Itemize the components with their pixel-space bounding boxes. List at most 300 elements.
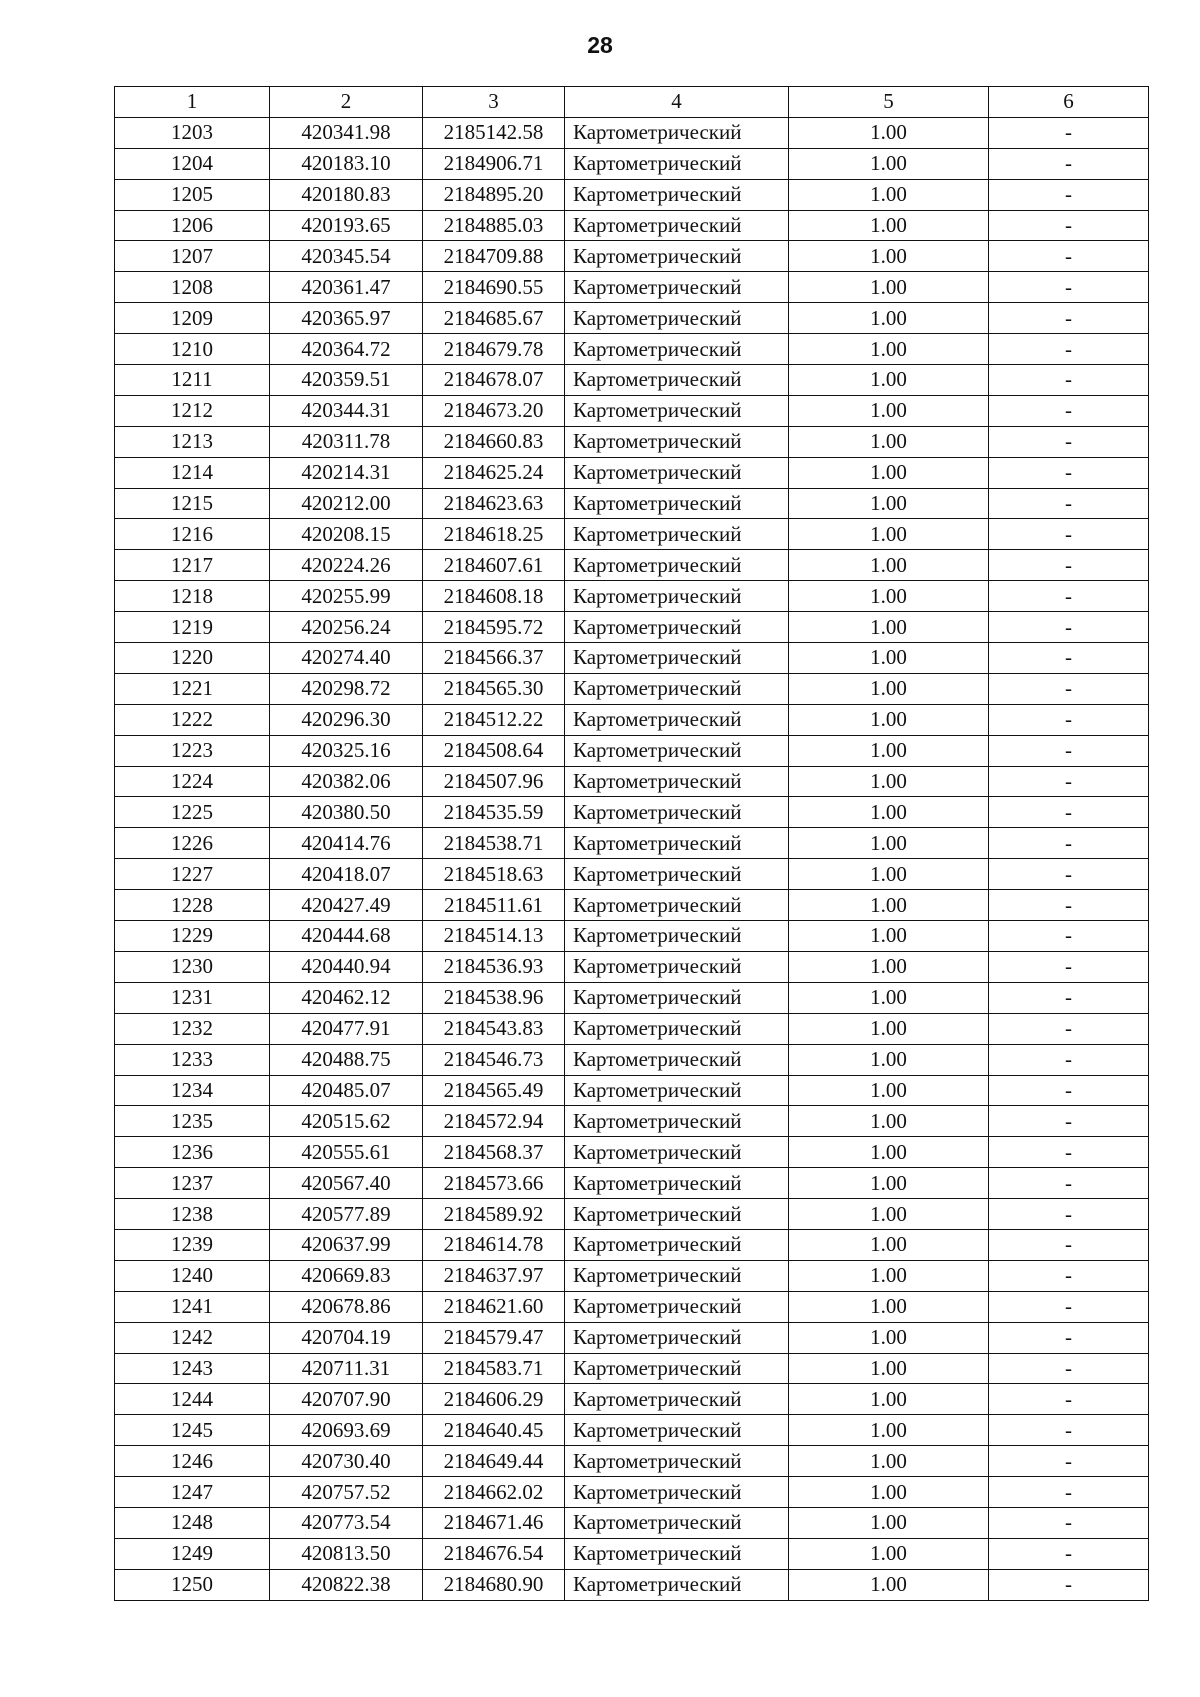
x-coordinate-cell: 420255.99: [270, 581, 423, 612]
table-row: [115, 581, 1149, 612]
x-coordinate-cell: 420485.07: [270, 1075, 423, 1106]
method-cell: Картометрический: [565, 1137, 789, 1168]
accuracy-cell: 1.00: [789, 426, 989, 457]
point-number-cell: 1234: [115, 1075, 270, 1106]
y-coordinate-cell: 2184895.20: [423, 179, 565, 210]
accuracy-cell: 1.00: [789, 704, 989, 735]
method-cell: Картометрический: [565, 828, 789, 859]
x-coordinate-cell: 420515.62: [270, 1106, 423, 1137]
accuracy-cell: 1.00: [789, 1229, 989, 1260]
x-coordinate-cell: 420462.12: [270, 982, 423, 1013]
accuracy-cell: 1.00: [789, 859, 989, 890]
note-cell: -: [989, 1384, 1149, 1415]
method-cell: Картометрический: [565, 673, 789, 704]
accuracy-cell: 1.00: [789, 550, 989, 581]
x-coordinate-cell: 420364.72: [270, 334, 423, 365]
table-row: [115, 951, 1149, 982]
x-coordinate-cell: 420567.40: [270, 1168, 423, 1199]
point-number-cell: 1221: [115, 673, 270, 704]
table-row: [115, 1137, 1149, 1168]
x-coordinate-cell: 420707.90: [270, 1384, 423, 1415]
method-cell: Картометрический: [565, 1260, 789, 1291]
method-cell: Картометрический: [565, 1075, 789, 1106]
y-coordinate-cell: 2184623.63: [423, 488, 565, 519]
y-coordinate-cell: 2184565.49: [423, 1075, 565, 1106]
y-coordinate-cell: 2184565.30: [423, 673, 565, 704]
y-coordinate-cell: 2184640.45: [423, 1415, 565, 1446]
y-coordinate-cell: 2184614.78: [423, 1229, 565, 1260]
x-coordinate-cell: 420183.10: [270, 148, 423, 179]
method-cell: Картометрический: [565, 303, 789, 334]
table-row: [115, 179, 1149, 210]
accuracy-cell: 1.00: [789, 1199, 989, 1230]
note-cell: -: [989, 1075, 1149, 1106]
table-row: [115, 1569, 1149, 1600]
method-cell: Картометрический: [565, 1353, 789, 1384]
x-coordinate-cell: 420212.00: [270, 488, 423, 519]
x-coordinate-cell: 420440.94: [270, 951, 423, 982]
accuracy-cell: 1.00: [789, 334, 989, 365]
note-cell: -: [989, 1322, 1149, 1353]
page-number: 28: [587, 32, 613, 58]
y-coordinate-cell: 2184680.90: [423, 1569, 565, 1600]
x-coordinate-cell: 420311.78: [270, 426, 423, 457]
table-row: [115, 673, 1149, 704]
note-cell: -: [989, 303, 1149, 334]
accuracy-cell: 1.00: [789, 673, 989, 704]
y-coordinate-cell: 2184511.61: [423, 890, 565, 921]
point-number-cell: 1248: [115, 1507, 270, 1538]
point-number-cell: 1230: [115, 951, 270, 982]
method-cell: Картометрический: [565, 890, 789, 921]
y-coordinate-cell: 2184572.94: [423, 1106, 565, 1137]
y-coordinate-cell: 2184678.07: [423, 365, 565, 396]
point-number-cell: 1241: [115, 1291, 270, 1322]
method-cell: Картометрический: [565, 1384, 789, 1415]
note-cell: -: [989, 1199, 1149, 1230]
point-number-cell: 1205: [115, 179, 270, 210]
y-coordinate-cell: 2184660.83: [423, 426, 565, 457]
accuracy-cell: 1.00: [789, 612, 989, 643]
table-row: [115, 1415, 1149, 1446]
note-cell: -: [989, 550, 1149, 581]
table-row: [115, 1075, 1149, 1106]
note-cell: -: [989, 1229, 1149, 1260]
point-number-cell: 1223: [115, 735, 270, 766]
accuracy-cell: 1.00: [789, 365, 989, 396]
point-number-cell: 1238: [115, 1199, 270, 1230]
y-coordinate-cell: 2184690.55: [423, 272, 565, 303]
table-row: [115, 457, 1149, 488]
column-header-5: 5: [789, 87, 989, 118]
x-coordinate-cell: 420382.06: [270, 766, 423, 797]
point-number-cell: 1229: [115, 921, 270, 952]
accuracy-cell: 1.00: [789, 1322, 989, 1353]
note-cell: -: [989, 612, 1149, 643]
point-number-cell: 1211: [115, 365, 270, 396]
note-cell: -: [989, 951, 1149, 982]
note-cell: -: [989, 581, 1149, 612]
accuracy-cell: 1.00: [789, 1291, 989, 1322]
x-coordinate-cell: 420822.38: [270, 1569, 423, 1600]
point-number-cell: 1237: [115, 1168, 270, 1199]
method-cell: Картометрический: [565, 1446, 789, 1477]
note-cell: -: [989, 1168, 1149, 1199]
table-row: [115, 982, 1149, 1013]
coordinates-table: [114, 86, 1149, 1601]
point-number-cell: 1210: [115, 334, 270, 365]
point-number-cell: 1242: [115, 1322, 270, 1353]
note-cell: -: [989, 1137, 1149, 1168]
point-number-cell: 1227: [115, 859, 270, 890]
table-row: [115, 148, 1149, 179]
table-row: [115, 612, 1149, 643]
x-coordinate-cell: 420678.86: [270, 1291, 423, 1322]
table-row: [115, 1507, 1149, 1538]
y-coordinate-cell: 2184536.93: [423, 951, 565, 982]
note-cell: -: [989, 179, 1149, 210]
method-cell: Картометрический: [565, 519, 789, 550]
method-cell: Картометрический: [565, 148, 789, 179]
accuracy-cell: 1.00: [789, 1168, 989, 1199]
note-cell: -: [989, 643, 1149, 674]
point-number-cell: 1226: [115, 828, 270, 859]
method-cell: Картометрический: [565, 581, 789, 612]
note-cell: -: [989, 519, 1149, 550]
note-cell: -: [989, 859, 1149, 890]
method-cell: Картометрический: [565, 951, 789, 982]
column-header-6: 6: [989, 87, 1149, 118]
method-cell: Картометрический: [565, 272, 789, 303]
accuracy-cell: 1.00: [789, 1569, 989, 1600]
x-coordinate-cell: 420488.75: [270, 1044, 423, 1075]
table-row: [115, 1106, 1149, 1137]
y-coordinate-cell: 2184625.24: [423, 457, 565, 488]
note-cell: -: [989, 488, 1149, 519]
x-coordinate-cell: 420180.83: [270, 179, 423, 210]
point-number-cell: 1243: [115, 1353, 270, 1384]
accuracy-cell: 1.00: [789, 951, 989, 982]
note-cell: -: [989, 1044, 1149, 1075]
accuracy-cell: 1.00: [789, 1137, 989, 1168]
x-coordinate-cell: 420444.68: [270, 921, 423, 952]
y-coordinate-cell: 2184512.22: [423, 704, 565, 735]
method-cell: Картометрический: [565, 1044, 789, 1075]
x-coordinate-cell: 420414.76: [270, 828, 423, 859]
method-cell: Картометрический: [565, 241, 789, 272]
table-row: [115, 1199, 1149, 1230]
note-cell: -: [989, 1260, 1149, 1291]
accuracy-cell: 1.00: [789, 148, 989, 179]
x-coordinate-cell: 420704.19: [270, 1322, 423, 1353]
method-cell: Картометрический: [565, 1507, 789, 1538]
table-row: [115, 210, 1149, 241]
x-coordinate-cell: 420711.31: [270, 1353, 423, 1384]
accuracy-cell: 1.00: [789, 303, 989, 334]
table-row: [115, 1044, 1149, 1075]
method-cell: Картометрический: [565, 210, 789, 241]
y-coordinate-cell: 2184709.88: [423, 241, 565, 272]
method-cell: Картометрический: [565, 395, 789, 426]
method-cell: Картометрический: [565, 426, 789, 457]
accuracy-cell: 1.00: [789, 828, 989, 859]
accuracy-cell: 1.00: [789, 1075, 989, 1106]
point-number-cell: 1213: [115, 426, 270, 457]
point-number-cell: 1224: [115, 766, 270, 797]
method-cell: Картометрический: [565, 1538, 789, 1569]
method-cell: Картометрический: [565, 982, 789, 1013]
accuracy-cell: 1.00: [789, 890, 989, 921]
point-number-cell: 1208: [115, 272, 270, 303]
point-number-cell: 1218: [115, 581, 270, 612]
x-coordinate-cell: 420380.50: [270, 797, 423, 828]
method-cell: Картометрический: [565, 1415, 789, 1446]
x-coordinate-cell: 420730.40: [270, 1446, 423, 1477]
table-row: [115, 1477, 1149, 1508]
y-coordinate-cell: 2184535.59: [423, 797, 565, 828]
x-coordinate-cell: 420757.52: [270, 1477, 423, 1508]
x-coordinate-cell: 420427.49: [270, 890, 423, 921]
table-row: [115, 1291, 1149, 1322]
point-number-cell: 1204: [115, 148, 270, 179]
y-coordinate-cell: 2184885.03: [423, 210, 565, 241]
table-row: [115, 797, 1149, 828]
point-number-cell: 1239: [115, 1229, 270, 1260]
method-cell: Картометрический: [565, 179, 789, 210]
x-coordinate-cell: 420344.31: [270, 395, 423, 426]
point-number-cell: 1240: [115, 1260, 270, 1291]
accuracy-cell: 1.00: [789, 766, 989, 797]
x-coordinate-cell: 420418.07: [270, 859, 423, 890]
note-cell: -: [989, 117, 1149, 148]
accuracy-cell: 1.00: [789, 797, 989, 828]
x-coordinate-cell: 420298.72: [270, 673, 423, 704]
note-cell: -: [989, 704, 1149, 735]
y-coordinate-cell: 2184606.29: [423, 1384, 565, 1415]
y-coordinate-cell: 2184608.18: [423, 581, 565, 612]
x-coordinate-cell: 420341.98: [270, 117, 423, 148]
note-cell: -: [989, 210, 1149, 241]
table-row: [115, 117, 1149, 148]
point-number-cell: 1225: [115, 797, 270, 828]
table-row: [115, 334, 1149, 365]
column-header-1: 1: [115, 87, 270, 118]
accuracy-cell: 1.00: [789, 1106, 989, 1137]
note-cell: -: [989, 1477, 1149, 1508]
method-cell: Картометрический: [565, 766, 789, 797]
note-cell: -: [989, 1106, 1149, 1137]
accuracy-cell: 1.00: [789, 241, 989, 272]
accuracy-cell: 1.00: [789, 1260, 989, 1291]
note-cell: -: [989, 365, 1149, 396]
point-number-cell: 1203: [115, 117, 270, 148]
y-coordinate-cell: 2184607.61: [423, 550, 565, 581]
accuracy-cell: 1.00: [789, 1538, 989, 1569]
table-body: [115, 117, 1149, 1600]
y-coordinate-cell: 2184595.72: [423, 612, 565, 643]
point-number-cell: 1250: [115, 1569, 270, 1600]
point-number-cell: 1232: [115, 1013, 270, 1044]
method-cell: Картометрический: [565, 735, 789, 766]
y-coordinate-cell: 2184538.71: [423, 828, 565, 859]
y-coordinate-cell: 2184579.47: [423, 1322, 565, 1353]
method-cell: Картометрический: [565, 1013, 789, 1044]
table-row: [115, 1168, 1149, 1199]
point-number-cell: 1222: [115, 704, 270, 735]
table-row: [115, 766, 1149, 797]
x-coordinate-cell: 420359.51: [270, 365, 423, 396]
y-coordinate-cell: 2184573.66: [423, 1168, 565, 1199]
point-number-cell: 1235: [115, 1106, 270, 1137]
y-coordinate-cell: 2184637.97: [423, 1260, 565, 1291]
x-coordinate-cell: 420693.69: [270, 1415, 423, 1446]
x-coordinate-cell: 420637.99: [270, 1229, 423, 1260]
accuracy-cell: 1.00: [789, 457, 989, 488]
table-row: [115, 241, 1149, 272]
note-cell: -: [989, 673, 1149, 704]
note-cell: -: [989, 1538, 1149, 1569]
accuracy-cell: 1.00: [789, 921, 989, 952]
x-coordinate-cell: 420813.50: [270, 1538, 423, 1569]
note-cell: -: [989, 735, 1149, 766]
point-number-cell: 1233: [115, 1044, 270, 1075]
method-cell: Картометрический: [565, 550, 789, 581]
x-coordinate-cell: 420208.15: [270, 519, 423, 550]
point-number-cell: 1209: [115, 303, 270, 334]
note-cell: -: [989, 828, 1149, 859]
point-number-cell: 1219: [115, 612, 270, 643]
table-row: [115, 643, 1149, 674]
method-cell: Картометрический: [565, 1229, 789, 1260]
accuracy-cell: 1.00: [789, 735, 989, 766]
y-coordinate-cell: 2184589.92: [423, 1199, 565, 1230]
x-coordinate-cell: 420274.40: [270, 643, 423, 674]
x-coordinate-cell: 420555.61: [270, 1137, 423, 1168]
point-number-cell: 1207: [115, 241, 270, 272]
y-coordinate-cell: 2184906.71: [423, 148, 565, 179]
method-cell: Картометрический: [565, 921, 789, 952]
table-row: [115, 828, 1149, 859]
y-coordinate-cell: 2184676.54: [423, 1538, 565, 1569]
y-coordinate-cell: 2184518.63: [423, 859, 565, 890]
point-number-cell: 1217: [115, 550, 270, 581]
accuracy-cell: 1.00: [789, 1446, 989, 1477]
method-cell: Картометрический: [565, 488, 789, 519]
table-row: [115, 426, 1149, 457]
note-cell: -: [989, 1507, 1149, 1538]
x-coordinate-cell: 420577.89: [270, 1199, 423, 1230]
table-row: [115, 303, 1149, 334]
table-row: [115, 272, 1149, 303]
y-coordinate-cell: 2184546.73: [423, 1044, 565, 1075]
x-coordinate-cell: 420669.83: [270, 1260, 423, 1291]
table-row: [115, 1322, 1149, 1353]
table-row: [115, 365, 1149, 396]
point-number-cell: 1216: [115, 519, 270, 550]
y-coordinate-cell: 2184649.44: [423, 1446, 565, 1477]
table-row: [115, 735, 1149, 766]
note-cell: -: [989, 982, 1149, 1013]
point-number-cell: 1212: [115, 395, 270, 426]
note-cell: -: [989, 241, 1149, 272]
method-cell: Картометрический: [565, 1168, 789, 1199]
x-coordinate-cell: 420477.91: [270, 1013, 423, 1044]
note-cell: -: [989, 1415, 1149, 1446]
method-cell: Картометрический: [565, 1322, 789, 1353]
method-cell: Картометрический: [565, 1106, 789, 1137]
accuracy-cell: 1.00: [789, 1477, 989, 1508]
column-header-4: 4: [565, 87, 789, 118]
table-header-row: [115, 87, 1149, 118]
x-coordinate-cell: 420773.54: [270, 1507, 423, 1538]
column-header-2: 2: [270, 87, 423, 118]
method-cell: Картометрический: [565, 1199, 789, 1230]
x-coordinate-cell: 420361.47: [270, 272, 423, 303]
y-coordinate-cell: 2184507.96: [423, 766, 565, 797]
point-number-cell: 1245: [115, 1415, 270, 1446]
point-number-cell: 1206: [115, 210, 270, 241]
note-cell: -: [989, 457, 1149, 488]
y-coordinate-cell: 2184566.37: [423, 643, 565, 674]
table-row: [115, 921, 1149, 952]
method-cell: Картометрический: [565, 704, 789, 735]
column-header-3: 3: [423, 87, 565, 118]
accuracy-cell: 1.00: [789, 117, 989, 148]
point-number-cell: 1246: [115, 1446, 270, 1477]
y-coordinate-cell: 2184679.78: [423, 334, 565, 365]
note-cell: -: [989, 890, 1149, 921]
method-cell: Картометрический: [565, 365, 789, 396]
accuracy-cell: 1.00: [789, 519, 989, 550]
point-number-cell: 1236: [115, 1137, 270, 1168]
note-cell: -: [989, 426, 1149, 457]
table-row: [115, 395, 1149, 426]
accuracy-cell: 1.00: [789, 395, 989, 426]
table-row: [115, 1229, 1149, 1260]
y-coordinate-cell: 2184621.60: [423, 1291, 565, 1322]
accuracy-cell: 1.00: [789, 1507, 989, 1538]
point-number-cell: 1247: [115, 1477, 270, 1508]
x-coordinate-cell: 420256.24: [270, 612, 423, 643]
table-row: [115, 1384, 1149, 1415]
table-row: [115, 1538, 1149, 1569]
table-row: [115, 859, 1149, 890]
accuracy-cell: 1.00: [789, 643, 989, 674]
point-number-cell: 1214: [115, 457, 270, 488]
point-number-cell: 1249: [115, 1538, 270, 1569]
y-coordinate-cell: 2184568.37: [423, 1137, 565, 1168]
point-number-cell: 1231: [115, 982, 270, 1013]
y-coordinate-cell: 2184514.13: [423, 921, 565, 952]
table-row: [115, 519, 1149, 550]
y-coordinate-cell: 2184538.96: [423, 982, 565, 1013]
x-coordinate-cell: 420224.26: [270, 550, 423, 581]
note-cell: -: [989, 766, 1149, 797]
method-cell: Картометрический: [565, 859, 789, 890]
y-coordinate-cell: 2184618.25: [423, 519, 565, 550]
note-cell: -: [989, 148, 1149, 179]
accuracy-cell: 1.00: [789, 982, 989, 1013]
method-cell: Картометрический: [565, 1291, 789, 1322]
accuracy-cell: 1.00: [789, 1013, 989, 1044]
accuracy-cell: 1.00: [789, 1384, 989, 1415]
table-row: [115, 1013, 1149, 1044]
accuracy-cell: 1.00: [789, 210, 989, 241]
point-number-cell: 1220: [115, 643, 270, 674]
method-cell: Картометрический: [565, 1569, 789, 1600]
x-coordinate-cell: 420325.16: [270, 735, 423, 766]
note-cell: -: [989, 1291, 1149, 1322]
